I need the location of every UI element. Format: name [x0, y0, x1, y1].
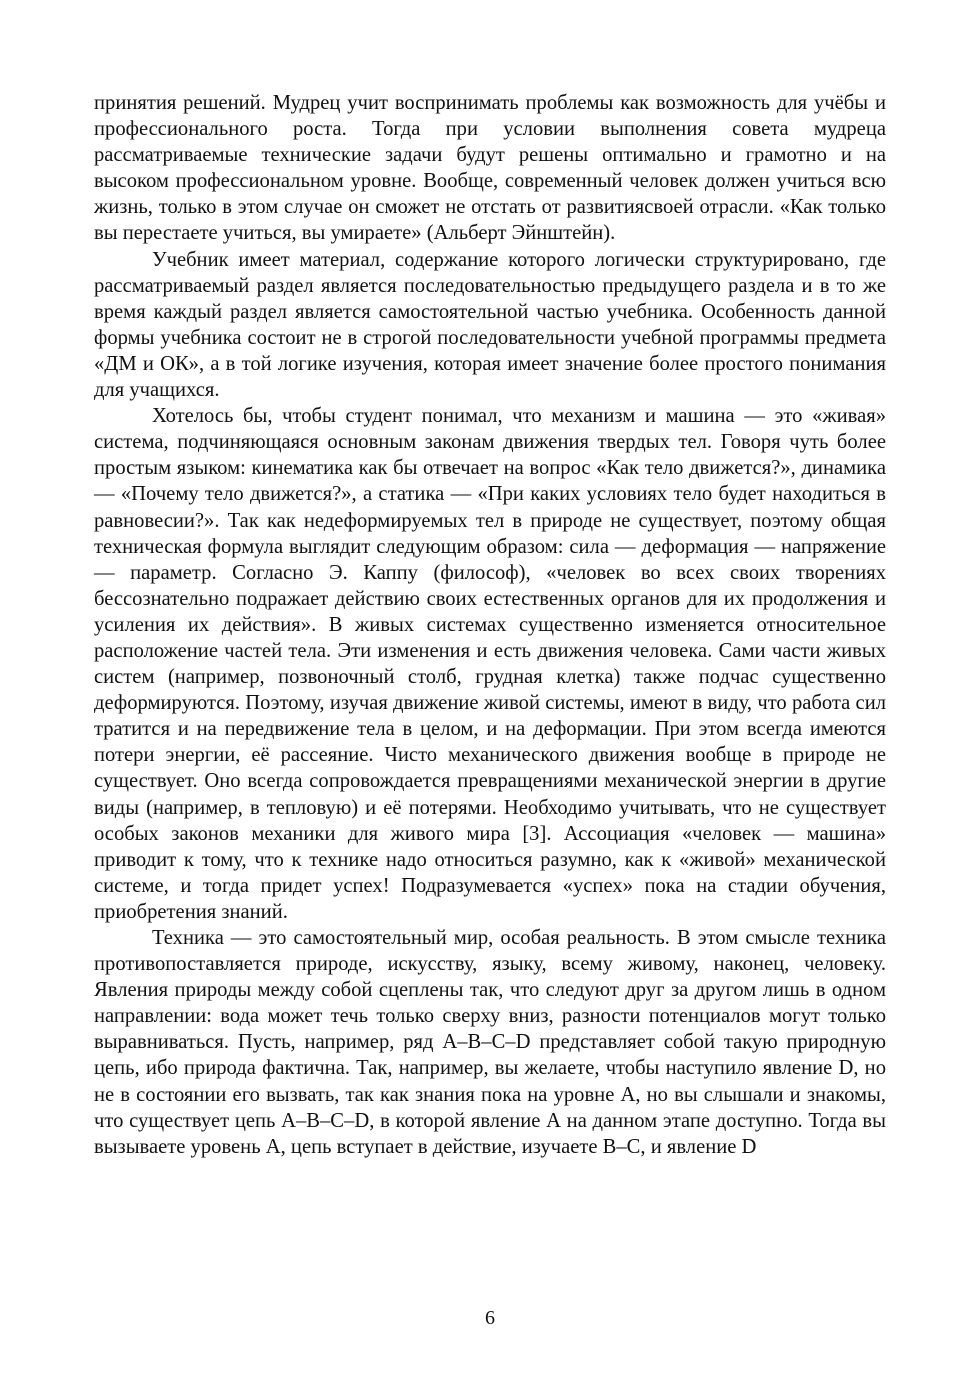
paragraph-4: Техника — это самостоятельный мир, особая реальность. В этом смысле техника противопоставляется природе, искусству, языку, всему живому, наконец, человеку. Явления природы между собой сцеплены так, что следуют друг за другом лишь в одном направлении: вода может течь только сверху вниз, разности потенциалов могут только выравниваться. Пусть, например, ряд А–В–С–D представляет собой такую природную цепь, ибо природа фактична. Так, например, вы желаете, чтобы наступило явление D, но не в состоянии его вызвать, так как знания пока на уровне А, но вы слышали и знакомы, что существует цепь А–В–С–D, в которой явление А на данном этапе доступно. Тогда вы вызываете уровень А, цепь вступает в действие, изучаете В–С, и явление D	[94, 927, 886, 1158]
page-body	[94, 90, 886, 1160]
paragraph-3: Хотелось бы, чтобы студент понимал, что механизм и машина — это «живая» система, подчиняющаяся основным законам движения твердых тел. Говоря чуть более простым языком: кинематика как бы отвечает на вопрос «Как тело движется?», динамика — «Почему тело движется?», а статика — «При каких условиях тело будет находиться в равновесии?». Так как недеформируемых тел в природе не существует, поэтому общая техническая формула выглядит следующим образом: сила — деформация — напряжение — параметр. Согласно Э. Каппу (философ), «человек во всех своих творениях бессознательно подражает действию своих естественных органов для их продолжения и усиления их действия». В живых системах существенно изменяется относительное расположение частей тела. Эти изменения и есть движения человека. Сами части живых систем (например, позвоночный столб, грудная клетка) также подчас существенно деформируются. Поэтому, изучая движение живой системы, имеют в виду, что работа сил тратится и на передвижение тела в целом, и на деформации. При этом всегда имеются потери энергии, её рассеяние. Чисто механического движения вообще в природе не существует. Оно всегда сопровождается превращениями механической энергии в другие виды (например, в тепловую) и её потерями. Необходимо учитывать, что не существует особых законов механики для живого мира [3]. Ассоциация «человек — машина» приводит к тому, что к технике надо относиться разумно, как к «живой» механической системе, и тогда придет успех! Подразумевается «успех» пока на стадии обучения, приобретения знаний.	[94, 405, 886, 923]
paragraph-2: Учебник имеет материал, содержание которого логически структурировано, где рассматриваемый раздел является последовательностью предыдущего раздела и в то же время каждый раздел является самостоятельной частью учебника. Особенность данной формы учебника состоит не в строгой последовательности учебной программы предмета «ДМ и ОК», а в той логике изучения, которая имеет значение более простого понимания для учащихся.	[94, 248, 886, 402]
page-number: 6	[485, 1307, 495, 1329]
paragraph-1: принятия решений. Мудрец учит воспринимать проблемы как возможность для учёбы и профессионального роста. Тогда при условии выполнения совета мудреца рассматриваемые технические задачи будут решены оптимально и грамотно и на высоком профессиональном уровне. Вообще, современный человек должен учиться всю жизнь, только в этом случае он сможет не отстать от развитиясвоей отрасли. «Как только вы перестаете учиться, вы умираете» (Альберт Эйнштейн).	[94, 92, 886, 245]
